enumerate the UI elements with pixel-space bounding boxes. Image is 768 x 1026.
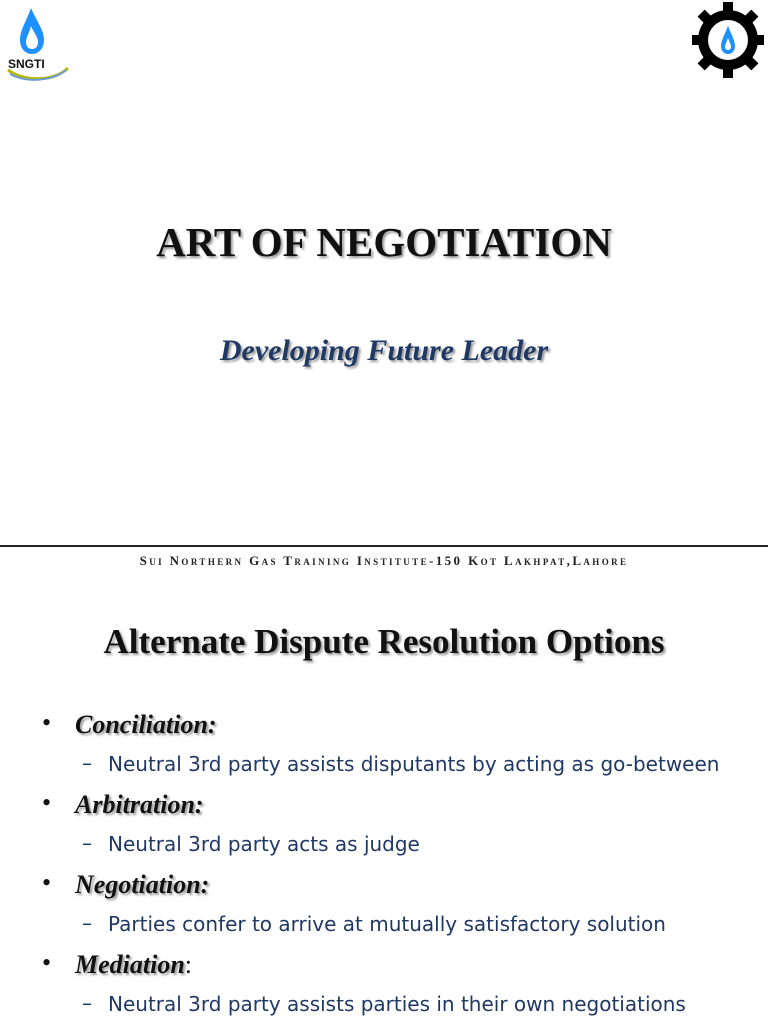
content-slide (0, 548, 768, 1024)
slide-divider (0, 545, 768, 547)
bullet-term: Conciliation: (75, 710, 217, 739)
list-item (0, 706, 768, 786)
bullet-description: Parties confer to arrive at mutually satisfactory solution (108, 912, 666, 936)
bullet-icon: • (42, 708, 52, 737)
presentation-subtitle: Developing Future Leader (219, 334, 549, 367)
list-item (0, 866, 768, 946)
sui-northern-gear-logo (692, 0, 764, 78)
bullet-description: Neutral 3rd party acts as judge (108, 832, 420, 856)
bullet-list (0, 706, 768, 1026)
list-item (0, 946, 768, 1026)
bullet-description: Neutral 3rd party assists disputants by acting as go-between (108, 752, 720, 776)
bullet-description: Neutral 3rd party assists parties in their own negotiations (108, 992, 686, 1016)
logo-text: SNGTI (8, 57, 45, 71)
bullet-term-suffix: : (184, 950, 193, 979)
sngti-logo (4, 4, 70, 82)
bullet-term: Negotiation: (75, 870, 210, 899)
bullet-icon: • (42, 948, 52, 977)
bullet-term: Arbitration: (75, 790, 204, 819)
bullet-icon: • (42, 868, 52, 897)
bullet-term-text: Mediation (75, 950, 185, 979)
institute-header: Sui Northern Gas Training Institute-150 Kot Lakhpat,Lahore (139, 553, 629, 568)
bullet-icon: • (42, 788, 52, 817)
dash-icon: – (82, 831, 92, 855)
bullet-term (75, 950, 192, 980)
dash-icon: – (82, 751, 92, 775)
slide-title: Alternate Dispute Resolution Options (103, 622, 665, 661)
dash-icon: – (82, 911, 92, 935)
presentation-title: ART OF NEGOTIATION (156, 219, 612, 265)
list-item (0, 786, 768, 866)
dash-icon: – (82, 991, 92, 1015)
